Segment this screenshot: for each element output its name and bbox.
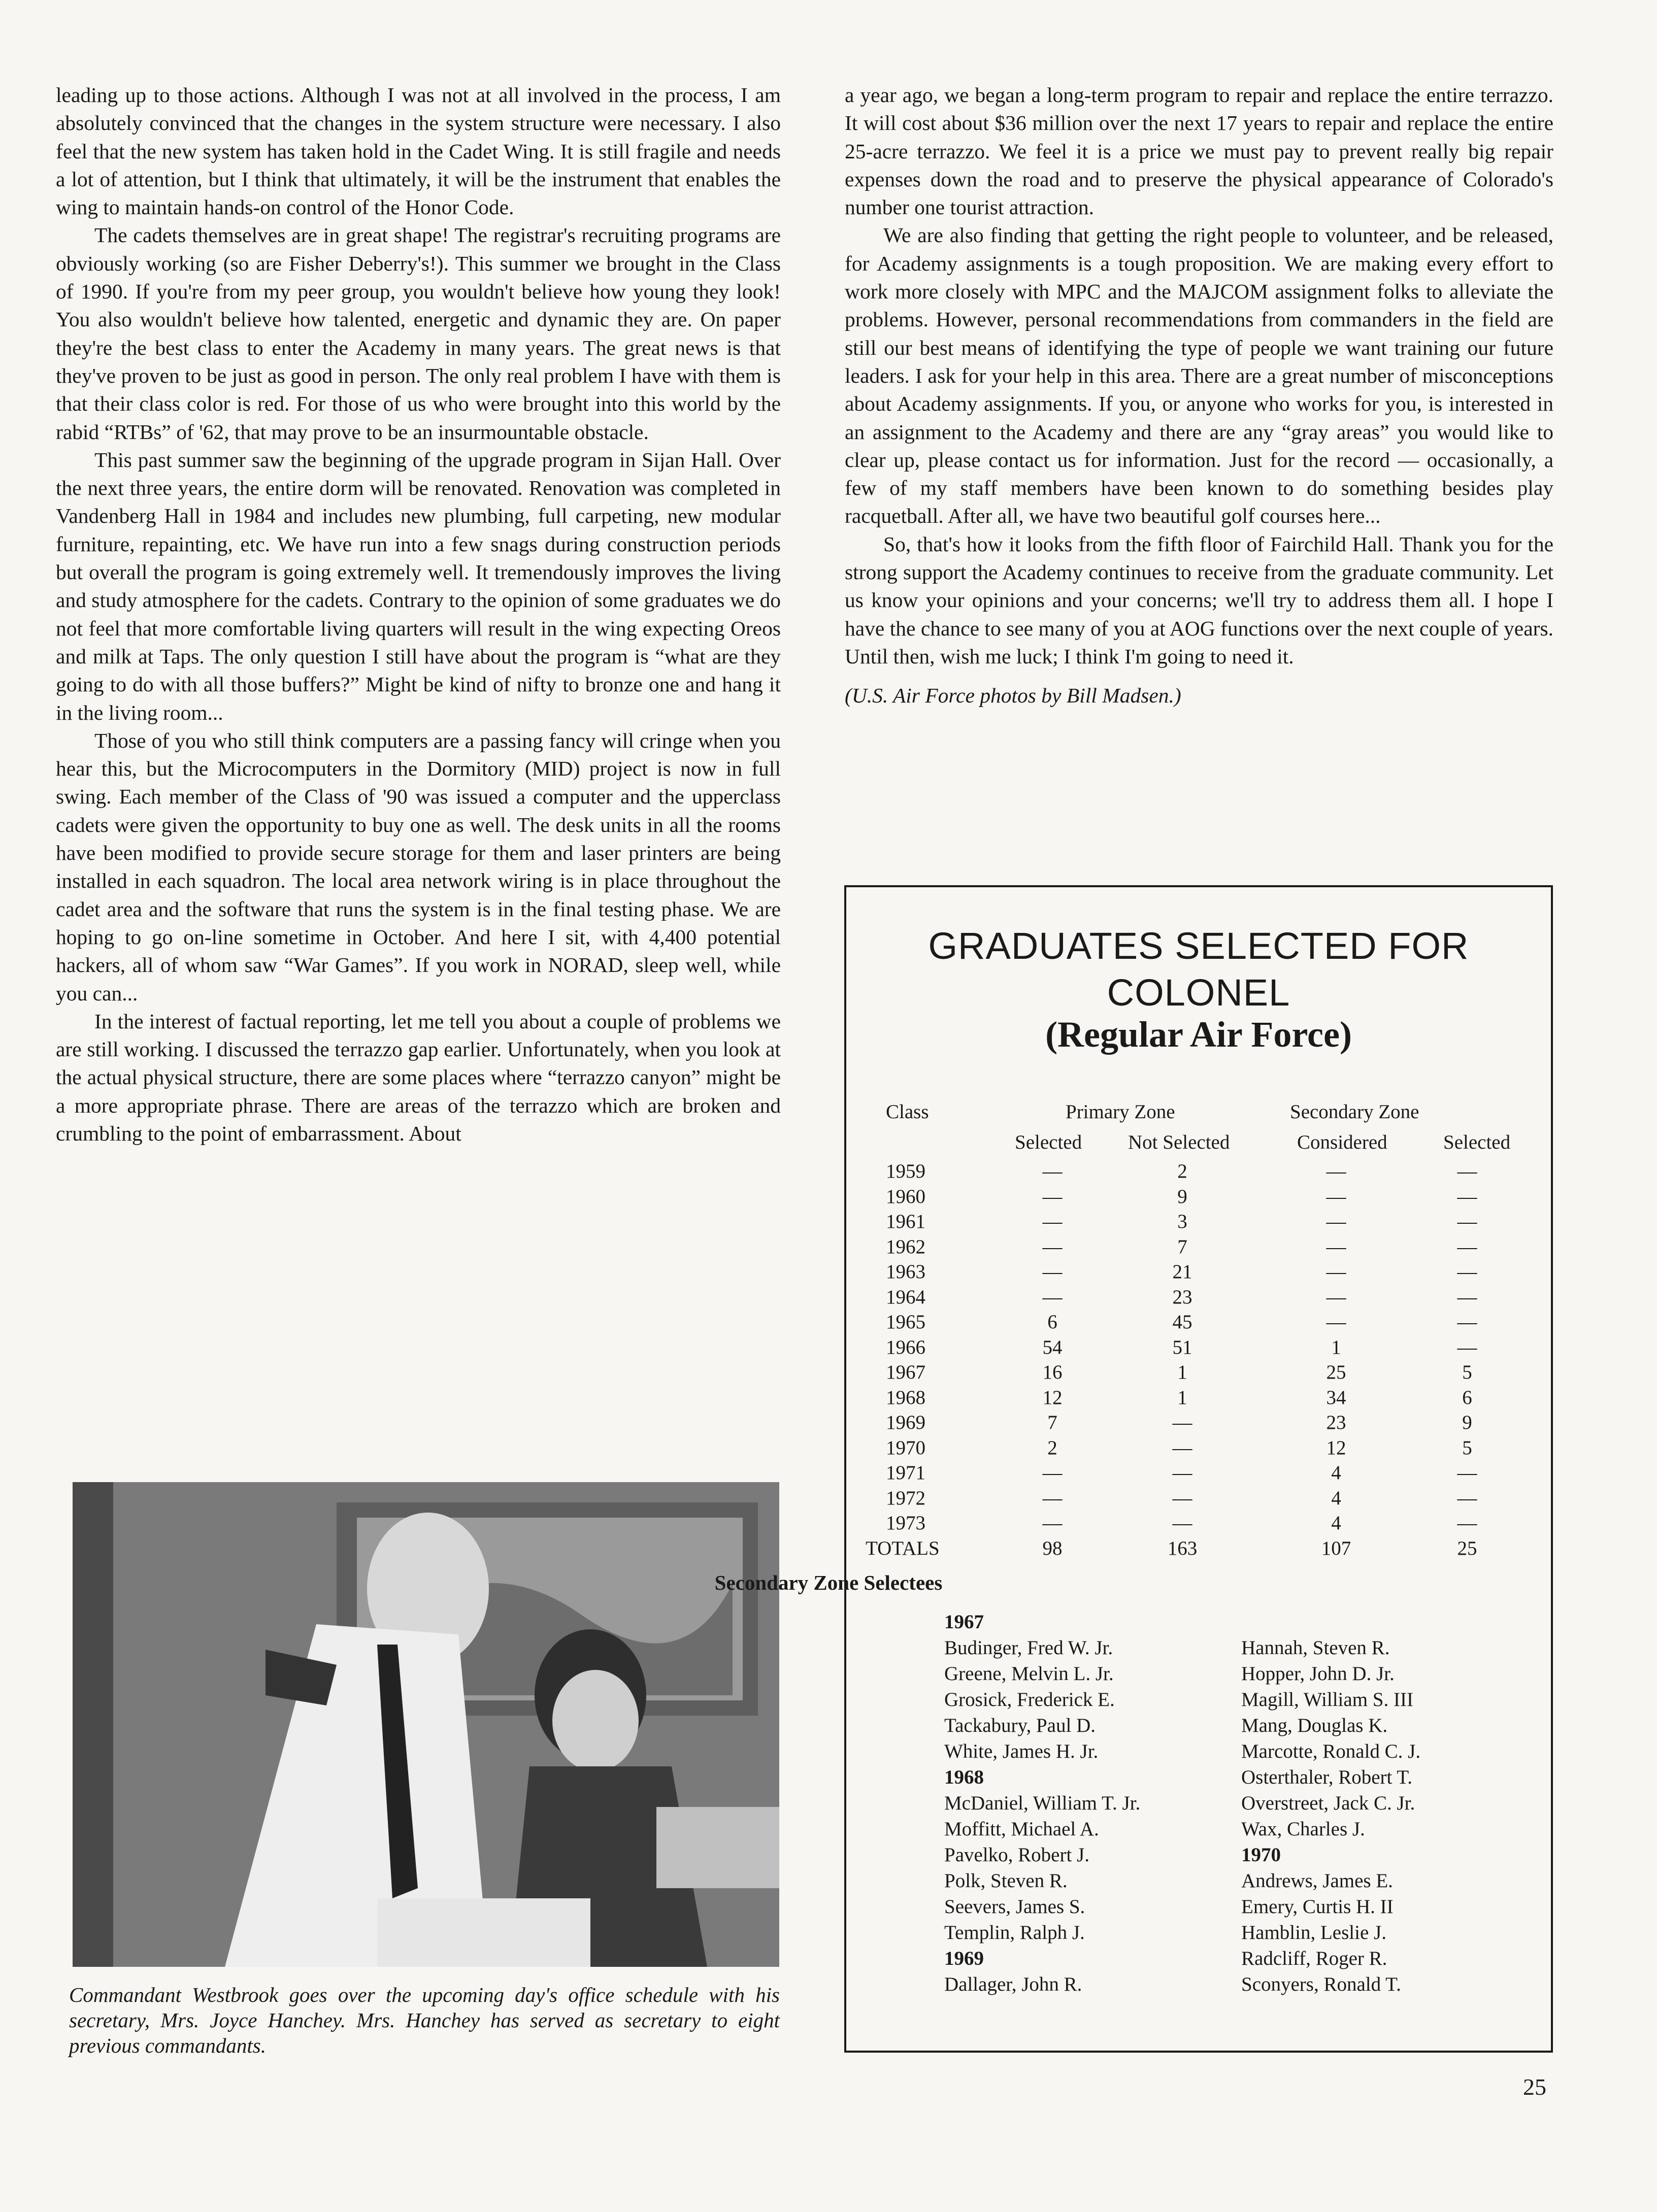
table-cell-ps: — <box>1042 1160 1063 1182</box>
table-cell-ps: 54 <box>1042 1336 1063 1358</box>
selectees-title: Secondary Zone Selectees <box>714 1571 943 1594</box>
table-cell-ss: — <box>1457 1160 1477 1182</box>
selectee-name: Moffitt, Michael A. <box>944 1818 1099 1840</box>
table-cell-sc: 107 <box>1321 1537 1351 1559</box>
paragraph: a year ago, we began a long-term program to repair and replace the entire terrazzo. It will cost about $36 million over the next 17 years to repair and replace the entire 25-acre terrazzo. We feel it is a price we must pay to prevent really big repair expenses down the road and to preserve the physical appearance of Colorado's number one tourist attraction. <box>845 83 1553 219</box>
table-cell-ps: 98 <box>1042 1537 1063 1559</box>
table-cell-ss: — <box>1457 1487 1477 1509</box>
table-cell-cls: TOTALS <box>866 1537 940 1559</box>
table-cell-cls: 1959 <box>886 1160 925 1182</box>
selectee-year: 1969 <box>944 1948 984 1969</box>
table-cell-ss: — <box>1457 1185 1477 1208</box>
photo-caption: Commandant Westbrook goes over the upcoming day's office schedule with his secretary, Mrs. Joyce Hanchey. Mrs. Hanchey has served as secretary to eight previous commandants. <box>69 1983 780 2057</box>
paragraph: This past summer saw the beginning of the upgrade program in Sijan Hall. Over the next three years, the entire dorm will be renovated. Renovation was completed in Vandenberg Hall in 1984 and includes new plumbing, full carpeting, new modular furniture, repainting, etc. We have run into a few snags during construction periods but overall the program is going extremely well. It tremendously improves the living and study atmosphere for the cadets. Contrary to the opinion of some graduates we do not feel that more comfortable living quarters will result in the wing expecting Oreos and milk at Taps. The only question I still have about the program is “what are they going to do with all those buffers?” Might be kind of nifty to bronze one and hang it in the living room... <box>56 448 781 724</box>
table-cell-cls: 1972 <box>886 1487 925 1509</box>
table-row <box>846 1159 1555 1184</box>
photo-illustration <box>73 1482 779 1967</box>
selectee-name: White, James H. Jr. <box>944 1740 1099 1762</box>
table-cell-ps: 2 <box>1047 1436 1057 1459</box>
table-cell-sc: 4 <box>1331 1487 1341 1509</box>
header-primary-zone: Primary Zone <box>1066 1101 1175 1123</box>
selectee-name: Mang, Douglas K. <box>1241 1715 1388 1736</box>
selectee-year: 1967 <box>944 1611 984 1633</box>
selectee-name: Hamblin, Leslie J. <box>1241 1922 1386 1943</box>
header-secondary-zone: Secondary Zone <box>1290 1101 1419 1123</box>
table-cell-ps: — <box>1042 1462 1063 1484</box>
table-cell-sc: — <box>1326 1211 1346 1232</box>
table-cell-ps: — <box>1042 1185 1063 1208</box>
table-cell-cls: 1963 <box>886 1261 925 1283</box>
table-cell-sc: 12 <box>1326 1436 1346 1459</box>
table-row <box>846 1511 1555 1536</box>
table-row <box>846 1360 1555 1385</box>
selectee-name: Marcotte, Ronald C. J. <box>1241 1740 1421 1762</box>
paragraph: In the interest of factual reporting, let me tell you about a couple of problems we are still working. I discussed the terrazzo gap earlier. Unfortunately, when you look at the actual physical structure, there are some places where “terrazzo canyon” might be a more appropriate phrase. There are areas of the terrazzo which are broken and crumbling to the point of embarrassment. About <box>56 1009 781 1145</box>
table-row <box>846 1184 1555 1210</box>
selectee-name: Magill, William S. III <box>1241 1689 1413 1711</box>
table-cell-pn: 1 <box>1177 1386 1187 1409</box>
table-cell-sc: — <box>1326 1235 1346 1258</box>
table-cell-ss: — <box>1457 1211 1477 1232</box>
selectee-name: Osterthaler, Robert T. <box>1241 1766 1413 1788</box>
table-cell-ps: — <box>1042 1487 1063 1509</box>
table-cell-sc: 1 <box>1331 1336 1341 1358</box>
header-selected-secondary: Selected <box>1443 1131 1511 1153</box>
table-cell-ss: 9 <box>1462 1412 1472 1433</box>
table-cell-ss: — <box>1457 1462 1477 1484</box>
selectee-name: McDaniel, William T. Jr. <box>944 1792 1141 1814</box>
table-cell-ps: 7 <box>1047 1412 1057 1433</box>
header-not-selected: Not Selected <box>1128 1131 1230 1153</box>
selectee-year: 1968 <box>944 1766 984 1788</box>
table-cell-pn: 7 <box>1177 1235 1187 1258</box>
table-cell-cls: 1968 <box>886 1386 925 1409</box>
left-text-column <box>56 81 781 1148</box>
table-cell-pn: 1 <box>1177 1361 1187 1383</box>
header-class: Class <box>886 1101 929 1123</box>
table-cell-pn: — <box>1172 1462 1192 1484</box>
selectee-name: Radcliff, Roger R. <box>1241 1948 1387 1969</box>
paragraph: Those of you who still think computers are a passing fancy will cringe when you hear this, but the Microcomputers in the Dormitory (MID) project is now in full swing. Each member of the Class of '90 was issued a computer and the upperclass cadets were given the opportunity to buy one as well. The desk units in all the rooms have been modified to provide secure storage for them and laser printers are being installed in each squadron. The local area network wiring is in place throughout the cadet area and the software that runs the system is in the final testing phase. We are hoping to go on-line sometime in October. And here I sit, with 4,400 potential hackers, all of whom saw “War Games”. If you work in NORAD, sleep well, while you can... <box>56 728 781 1005</box>
selectee-name: Greene, Melvin L. Jr. <box>944 1663 1114 1685</box>
selectee-name: Tackabury, Paul D. <box>944 1715 1096 1736</box>
paragraph: leading up to those actions. Although I was not at all involved in the process, I am absolutely convinced that the changes in the system structure were necessary. I also feel that the new system has taken hold in the Cadet Wing. It is still fragile and needs a lot of attention, but I think that ultimately, it will be the instrument that enables the wing to maintain hands-on control of the Honor Code. <box>56 83 781 219</box>
header-considered: Considered <box>1297 1131 1387 1153</box>
table-row <box>846 1460 1555 1486</box>
selectees-list-right <box>1241 1635 1420 1997</box>
paragraph: The cadets themselves are in great shape! The registrar's recruiting programs are obviously working (so are Fisher Deberry's!). This summer we brought in the Class of 1990. If you're from my peer group, you wouldn't believe how young they look! You also wouldn't believe how talented, energetic and dynamic they are. On paper they're the best class to enter the Academy in many years. The great news is that they've proven to be just as good in person. The only real problem I have with them is that their class color is red. For those of us who were brought into this world by the rabid “RTBs” of '62, that may prove to be an insurmountable obstacle. <box>56 223 781 444</box>
table-cell-ps: — <box>1042 1512 1063 1534</box>
table-row <box>846 1385 1555 1411</box>
table-cell-pn: — <box>1172 1487 1192 1509</box>
table-cell-sc: 23 <box>1326 1412 1346 1433</box>
box-title <box>846 923 1551 1016</box>
table-cell-pn: 51 <box>1172 1336 1192 1358</box>
table-cell-ss: 5 <box>1462 1361 1472 1383</box>
table-cell-cls: 1964 <box>886 1286 925 1308</box>
selectee-name: Pavelko, Robert J. <box>944 1844 1089 1866</box>
table-cell-pn: 45 <box>1172 1311 1192 1333</box>
table-cell-ps: — <box>1042 1286 1063 1308</box>
table-row <box>846 1234 1555 1260</box>
table-cell-ss: — <box>1457 1261 1477 1283</box>
box-subtitle: (Regular Air Force) <box>1045 1014 1352 1055</box>
selectee-name: Hannah, Steven R. <box>1241 1637 1390 1659</box>
table-cell-cls: 1965 <box>886 1311 925 1333</box>
table-cell-sc: 25 <box>1326 1361 1346 1383</box>
table-cell-sc: — <box>1326 1160 1346 1182</box>
table-cell-cls: 1961 <box>886 1211 925 1232</box>
table-row <box>846 1435 1555 1461</box>
table-cell-cls: 1973 <box>886 1512 925 1534</box>
table-cell-ss: 6 <box>1462 1386 1472 1409</box>
table-cell-ss: — <box>1457 1286 1477 1308</box>
selectee-name: Overstreet, Jack C. Jr. <box>1241 1792 1415 1814</box>
table-row <box>846 1335 1555 1360</box>
table-row <box>846 1310 1555 1335</box>
photo-credit: (U.S. Air Force photos by Bill Madsen.) <box>845 684 1181 708</box>
table-cell-cls: 1962 <box>886 1235 925 1258</box>
table-cell-sc: — <box>1326 1311 1346 1333</box>
table-cell-ps: — <box>1042 1261 1063 1283</box>
page-number: 25 <box>1523 2074 1546 2100</box>
table-row <box>846 1285 1555 1310</box>
table-row <box>846 1536 1555 1561</box>
selectee-name: Hopper, John D. Jr. <box>1241 1663 1395 1685</box>
selectee-name: Wax, Charles J. <box>1241 1818 1365 1840</box>
paragraph: We are also finding that getting the right people to volunteer, and be released, for Academy assignments is a tough proposition. We are making every effort to work more closely with MPC and the MAJCOM assignment folks to alleviate the problems. However, personal recommendations from commanders in the field are still our best means of identifying the type of people we want training our future leaders. I ask for your help in this area. There are a great number of misconceptions about Academy assignments. If you, or anyone who works for you, is interested in an assignment to the Academy and there are any “gray areas” you would like to clear up, please contact us for information. Just for the record — occasionally, a few of my staff members have been known to do something besides play racquetball. After all, we have two beautiful golf courses here... <box>845 223 1553 528</box>
paragraph: So, that's how it looks from the fifth floor of Fairchild Hall. Thank you for the strong support the Academy continues to receive from the graduate community. Let us know your opinions and your concerns; we'll try to address them all. I hope I have the chance to see many of you at AOG functions over the next couple of years. Until then, wish me luck; I think I'm going to need it. <box>845 532 1553 668</box>
table-cell-cls: 1967 <box>886 1361 925 1383</box>
table-cell-cls: 1969 <box>886 1412 925 1433</box>
table-cell-pn: — <box>1172 1436 1192 1459</box>
right-text-column <box>845 81 1553 710</box>
table-cell-ps: — <box>1042 1235 1063 1258</box>
photo-commandant-and-secretary <box>73 1482 779 1967</box>
table-cell-pn: 2 <box>1177 1160 1187 1182</box>
table-cell-ss: 25 <box>1457 1537 1477 1559</box>
table-cell-sc: 4 <box>1331 1462 1341 1484</box>
table-cell-pn: 21 <box>1172 1261 1192 1283</box>
table-cell-pn: 9 <box>1177 1185 1187 1208</box>
table-cell-pn: — <box>1172 1512 1192 1534</box>
table-cell-sc: — <box>1326 1286 1346 1308</box>
table-cell-ps: 12 <box>1042 1386 1063 1409</box>
table-row <box>846 1209 1555 1234</box>
table-cell-ps: — <box>1042 1211 1063 1232</box>
table-cell-pn: — <box>1172 1412 1192 1433</box>
table-cell-ss: — <box>1457 1311 1477 1333</box>
table-cell-sc: 34 <box>1326 1386 1346 1409</box>
table-cell-cls: 1971 <box>886 1462 925 1484</box>
selectee-name: Emery, Curtis H. II <box>1241 1896 1394 1918</box>
table-cell-pn: 163 <box>1167 1537 1198 1559</box>
selectee-name: Polk, Steven R. <box>944 1870 1068 1892</box>
table-cell-ss: — <box>1457 1336 1477 1358</box>
box-title-line: GRADUATES SELECTED FOR <box>928 925 1469 967</box>
selectee-name: Grosick, Frederick E. <box>944 1689 1115 1711</box>
table-row <box>846 1486 1555 1511</box>
table-cell-cls: 1966 <box>886 1336 925 1358</box>
table-row <box>846 1410 1555 1435</box>
selectee-name: Dallager, John R. <box>944 1973 1082 1995</box>
table-cell-ps: 6 <box>1047 1311 1057 1333</box>
table-cell-sc: 4 <box>1331 1512 1341 1534</box>
table-cell-pn: 3 <box>1177 1211 1187 1232</box>
table-cell-cls: 1970 <box>886 1436 925 1459</box>
box-title-line: COLONEL <box>1107 971 1290 1014</box>
selectees-list-left <box>944 1609 1140 1997</box>
selectee-year: 1970 <box>1241 1844 1281 1866</box>
table-cell-sc: — <box>1326 1261 1346 1283</box>
table-cell-ss: 5 <box>1462 1436 1472 1459</box>
table-cell-ps: 16 <box>1042 1361 1063 1383</box>
table-row <box>846 1259 1555 1285</box>
table-cell-ss: — <box>1457 1512 1477 1534</box>
table-cell-pn: 23 <box>1172 1286 1192 1308</box>
selectee-name: Budinger, Fred W. Jr. <box>944 1637 1113 1659</box>
header-selected: Selected <box>1015 1131 1082 1153</box>
table-cell-sc: — <box>1326 1185 1346 1208</box>
selectee-name: Sconyers, Ronald T. <box>1241 1973 1401 1995</box>
selectee-name: Andrews, James E. <box>1241 1870 1393 1892</box>
selectee-name: Templin, Ralph J. <box>944 1922 1085 1943</box>
table-cell-ss: — <box>1457 1235 1477 1258</box>
selectee-name: Seevers, James S. <box>944 1896 1085 1918</box>
table-cell-cls: 1960 <box>886 1185 925 1208</box>
